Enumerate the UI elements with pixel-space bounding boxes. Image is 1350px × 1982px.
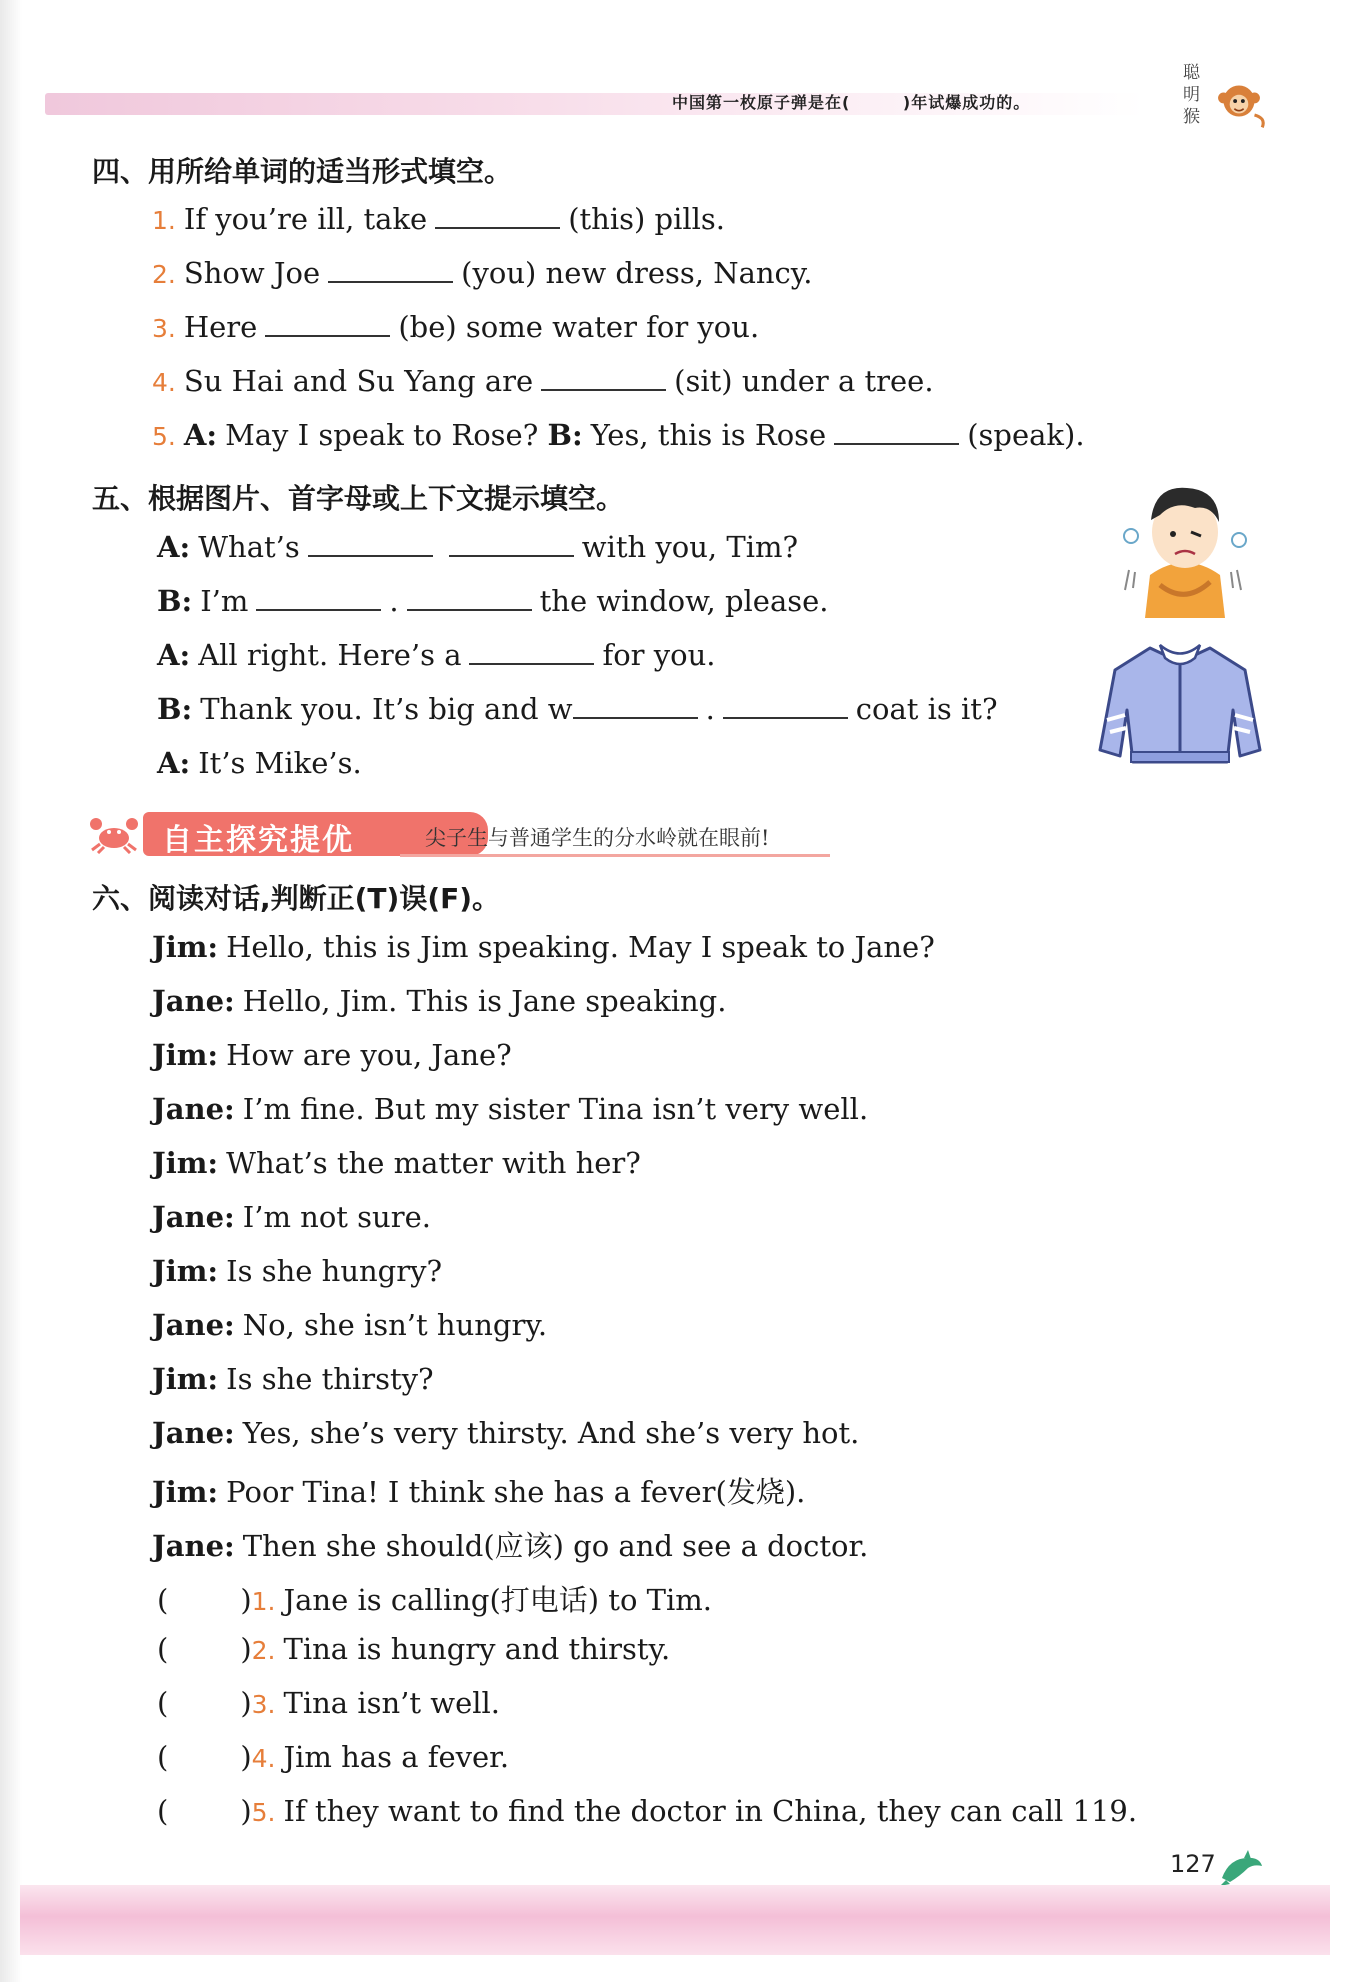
item-text: Here <box>183 310 258 344</box>
item-number: 5. <box>251 1798 276 1827</box>
dialogue-line <box>152 1146 641 1180</box>
tf-question <box>157 1578 712 1619</box>
paren-close: ) <box>240 1794 252 1828</box>
dialogue-text: I’m fine. But my sister Tina isn’t very well. <box>242 1092 869 1126</box>
dialogue-line <box>152 984 726 1018</box>
dialogue-line <box>152 1524 868 1565</box>
item-text: May I speak to Rose? <box>225 418 539 452</box>
paren-open: ( <box>157 1632 169 1666</box>
dialogue-text: Is she thirsty? <box>226 1362 434 1396</box>
jacket-illustration <box>1095 640 1265 768</box>
item-text: Show Joe <box>183 256 321 290</box>
speaker-label: Jane: <box>152 1529 235 1563</box>
dialogue-text: Yes, she’s very thirsty. And she’s very hot. <box>242 1416 860 1450</box>
item-number: 3. <box>251 1690 276 1719</box>
s5-line-3 <box>157 638 716 672</box>
dialogue-line <box>152 1308 547 1342</box>
s5-line-5 <box>157 746 362 780</box>
item-text: (this) pills. <box>568 202 726 236</box>
section-6-title: 六、阅读对话,判断正(T)误(F)。 <box>92 882 501 915</box>
speaker-label: B: <box>157 584 193 618</box>
item-text: (you) new dress, Nancy. <box>461 256 813 290</box>
dialogue-text: No, she isn’t hungry. <box>242 1308 548 1342</box>
page-number: 127 <box>1170 1850 1216 1878</box>
dialogue-line <box>152 1254 442 1288</box>
line-text: What’s <box>198 530 300 564</box>
item-text: If you’re ill, take <box>183 202 428 236</box>
speaker-label: Jim: <box>152 1038 219 1072</box>
dialogue-line <box>152 1038 512 1072</box>
dolphin-icon <box>1218 1848 1264 1888</box>
answer-blank[interactable] <box>308 531 433 557</box>
paren-close: ) <box>240 1632 252 1666</box>
dialogue-text: What’s the matter with her? <box>226 1146 641 1180</box>
tf-question <box>157 1794 1137 1828</box>
paren-close: ) <box>240 1583 252 1617</box>
s4-item-2 <box>152 256 813 290</box>
answer-blank[interactable] <box>328 257 453 283</box>
speaker-label: Jane: <box>152 1200 235 1234</box>
dialogue-line <box>152 1200 431 1234</box>
line-text: the window, please. <box>539 584 829 618</box>
paren-close: ) <box>240 1686 252 1720</box>
crab-icon <box>88 814 140 854</box>
paren-open: ( <box>157 1686 169 1720</box>
footer-band <box>20 1885 1330 1955</box>
dialogue-text: Hello, Jim. This is Jane speaking. <box>242 984 727 1018</box>
question-text: Jane is calling(打电话) to Tim. <box>283 1583 712 1617</box>
header-trivia: 中国第一枚原子弹是在( )年试爆成功的。 <box>672 93 1031 112</box>
s5-line-2 <box>157 584 829 618</box>
banner-subtitle: 尖子生与普通学生的分水岭就在眼前! <box>425 826 770 850</box>
s4-item-5 <box>152 418 1085 452</box>
speaker-label: Jim: <box>152 1254 219 1288</box>
speaker-label: A: <box>157 530 191 564</box>
item-text: Yes, this is Rose <box>590 418 827 452</box>
s4-item-1 <box>152 202 725 236</box>
paren-open: ( <box>157 1740 169 1774</box>
answer-blank[interactable] <box>573 693 698 719</box>
speaker-label: B: <box>157 692 193 726</box>
line-text: . <box>705 692 715 726</box>
answer-blank[interactable] <box>265 311 390 337</box>
dialogue-text: How are you, Jane? <box>226 1038 512 1072</box>
answer-blank[interactable] <box>541 365 666 391</box>
line-text: It’s Mike’s. <box>198 746 362 780</box>
answer-blank[interactable] <box>407 585 532 611</box>
paren-open: ( <box>157 1583 169 1617</box>
speaker-label: Jim: <box>152 930 219 964</box>
dialogue-line <box>152 1416 859 1450</box>
speaker-label: Jane: <box>152 984 235 1018</box>
line-text: All right. Here’s a <box>198 638 462 672</box>
item-number: 4. <box>152 368 176 397</box>
item-number: 2. <box>152 260 176 289</box>
item-text: Su Hai and Su Yang are <box>183 364 534 398</box>
speaker-label: Jim: <box>152 1475 219 1509</box>
item-number: 1. <box>251 1587 276 1616</box>
banner-underline <box>400 854 830 857</box>
dialogue-line <box>152 1470 805 1511</box>
answer-blank[interactable] <box>834 419 959 445</box>
speaker-label: Jane: <box>152 1308 235 1342</box>
question-text: Tina is hungry and thirsty. <box>283 1632 671 1666</box>
item-number: 4. <box>251 1744 276 1773</box>
answer-blank[interactable] <box>435 203 560 229</box>
line-text: I’m <box>200 584 249 618</box>
dialogue-line <box>152 1092 868 1126</box>
item-number: 1. <box>152 206 176 235</box>
item-number: 3. <box>152 314 176 343</box>
dialogue-text: Hello, this is Jim speaking. May I speak to Jane? <box>226 930 935 964</box>
answer-blank[interactable] <box>449 531 574 557</box>
question-text: Tina isn’t well. <box>283 1686 500 1720</box>
s5-line-1 <box>157 530 798 564</box>
dialogue-text: I’m not sure. <box>242 1200 431 1234</box>
dialogue-text: Poor Tina! I think she has a fever(发烧). <box>226 1475 806 1509</box>
line-text: Thank you. It’s big and w <box>200 692 573 726</box>
paren-close: ) <box>240 1740 252 1774</box>
speaker-label: Jane: <box>152 1092 235 1126</box>
speaker-label: A: <box>157 746 191 780</box>
item-text: (sit) under a tree. <box>674 364 934 398</box>
line-text: for you. <box>602 638 716 672</box>
speaker-label: Jim: <box>152 1146 219 1180</box>
tf-question <box>157 1686 500 1720</box>
s4-item-4 <box>152 364 934 398</box>
speaker-label: Jane: <box>152 1416 235 1450</box>
answer-blank[interactable] <box>256 585 381 611</box>
s4-item-3 <box>152 310 759 344</box>
question-text: Jim has a fever. <box>283 1740 510 1774</box>
tf-question <box>157 1632 670 1666</box>
dialogue-text: Then she should(应该) go and see a doctor. <box>242 1529 869 1563</box>
speaker-label: A: <box>183 418 218 452</box>
section-5-title: 五、根据图片、首字母或上下文提示填空。 <box>92 482 625 515</box>
s5-line-4 <box>157 692 998 726</box>
dialogue-line <box>152 1362 434 1396</box>
line-text: . <box>389 584 399 618</box>
speaker-label: Jim: <box>152 1362 219 1396</box>
speaker-label: A: <box>157 638 191 672</box>
line-text: with you, Tim? <box>581 530 799 564</box>
paren-open: ( <box>157 1794 169 1828</box>
item-text: (speak). <box>967 418 1085 452</box>
tf-question <box>157 1740 509 1774</box>
page-edge-shadow <box>0 0 22 1982</box>
question-text: If they want to find the doctor in China, they can call 119. <box>283 1794 1138 1828</box>
dialogue-line <box>152 930 935 964</box>
mascot-label: 聪明猴 <box>1183 63 1200 127</box>
dialogue-text: Is she hungry? <box>226 1254 443 1288</box>
answer-blank[interactable] <box>469 639 594 665</box>
answer-blank[interactable] <box>723 693 848 719</box>
monkey-mascot-icon <box>1208 70 1270 132</box>
item-number: 5. <box>152 422 176 451</box>
banner-title: 自主探究提优 <box>162 823 354 858</box>
item-text: (be) some water for you. <box>398 310 760 344</box>
section-4-title: 四、用所给单词的适当形式填空。 <box>92 155 513 188</box>
cold-boy-illustration <box>1115 470 1255 620</box>
item-number: 2. <box>251 1636 276 1665</box>
speaker-label: B: <box>547 418 583 452</box>
line-text: coat is it? <box>855 692 998 726</box>
